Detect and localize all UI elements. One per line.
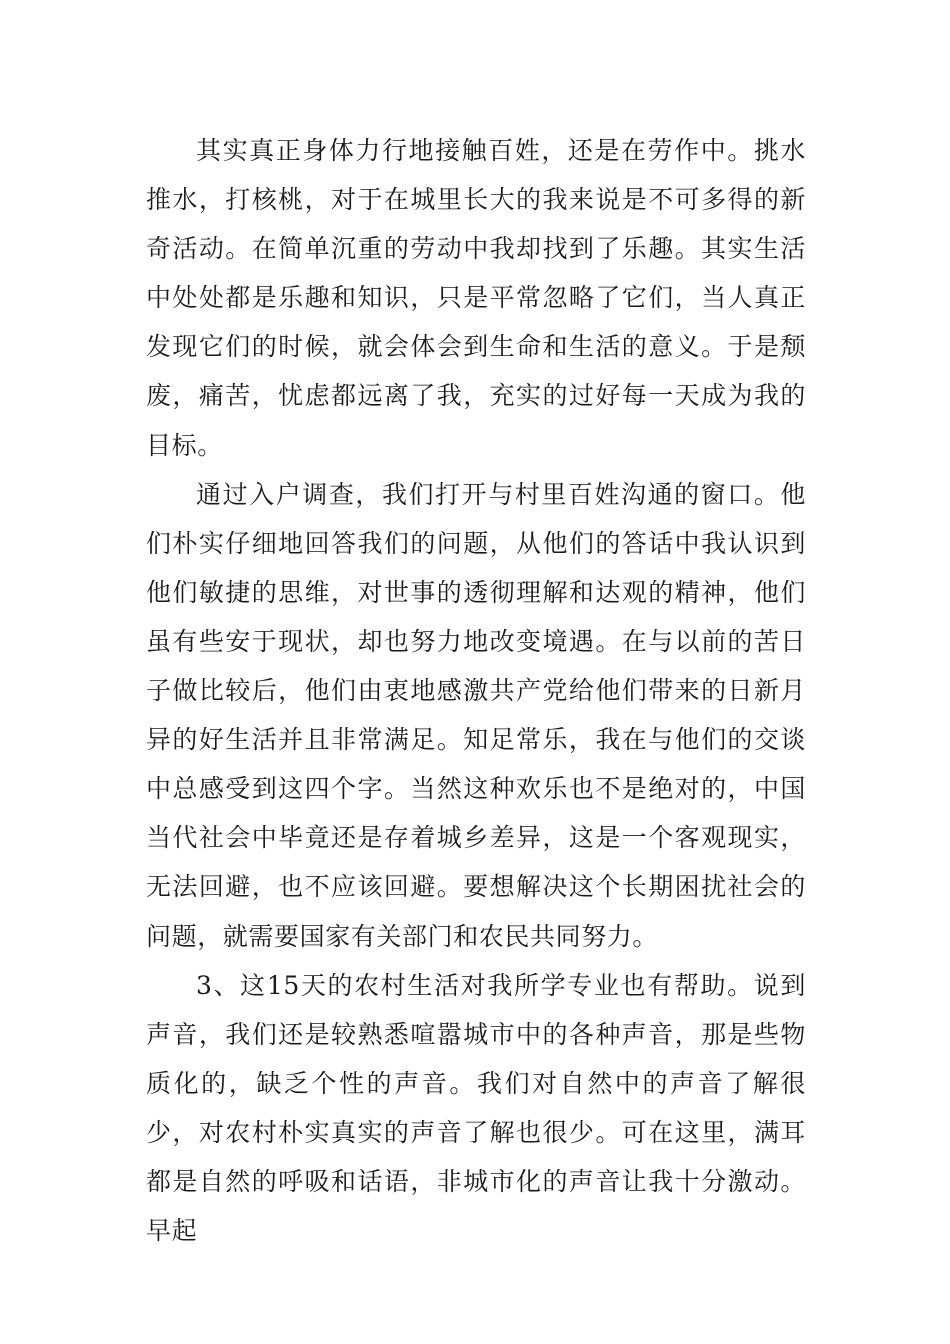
document-body xyxy=(146,126,806,1255)
paragraph-household-survey: 通过入户调查，我们打开与村里百姓沟通的窗口。他们朴实仔细地回答我们的问题，从他们的答话中我认识到他们敏捷的思维，对世事的透彻理解和达观的精神，他们虽有些安于现状，却也努力地改变境遇。在与以前的苦日子做比较后，他们由衷地感激共产党给他们带来的日新月异的好生活并且非常满足。知足常乐，我在与他们的交谈中总感受到这四个字。当然这种欢乐也不是绝对的，中国当代社会中毕竟还是存着城乡差异，这是一个客观现实，无法回避，也不应该回避。要想解决这个长期困扰社会的问题，就需要国家有关部门和农民共同努力。 xyxy=(146,479,806,951)
paragraph-sound-study: 3、这15天的农村生活对我所学专业也有帮助。说到声音，我们还是较熟悉喧嚣城市中的各种声音，那是些物质化的，缺乏个性的声音。我们对自然中的声音了解很少，对农村朴实真实的声音了解也很少。可在这里，满耳都是自然的呼吸和话语，非城市化的声音让我十分激动。早起 xyxy=(146,970,806,1246)
paragraph-labor: 其实真正身体力行地接触百姓，还是在劳作中。挑水推水，打核桃，对于在城里长大的我来说是不可多得的新奇活动。在简单沉重的劳动中我却找到了乐趣。其实生活中处处都是乐趣和知识，只是平常忽略了它们，当人真正发现它们的时候，就会体会到生命和生活的意义。于是颓废，痛苦，忧虑都远离了我，充实的过好每一天成为我的目标。 xyxy=(146,136,806,460)
